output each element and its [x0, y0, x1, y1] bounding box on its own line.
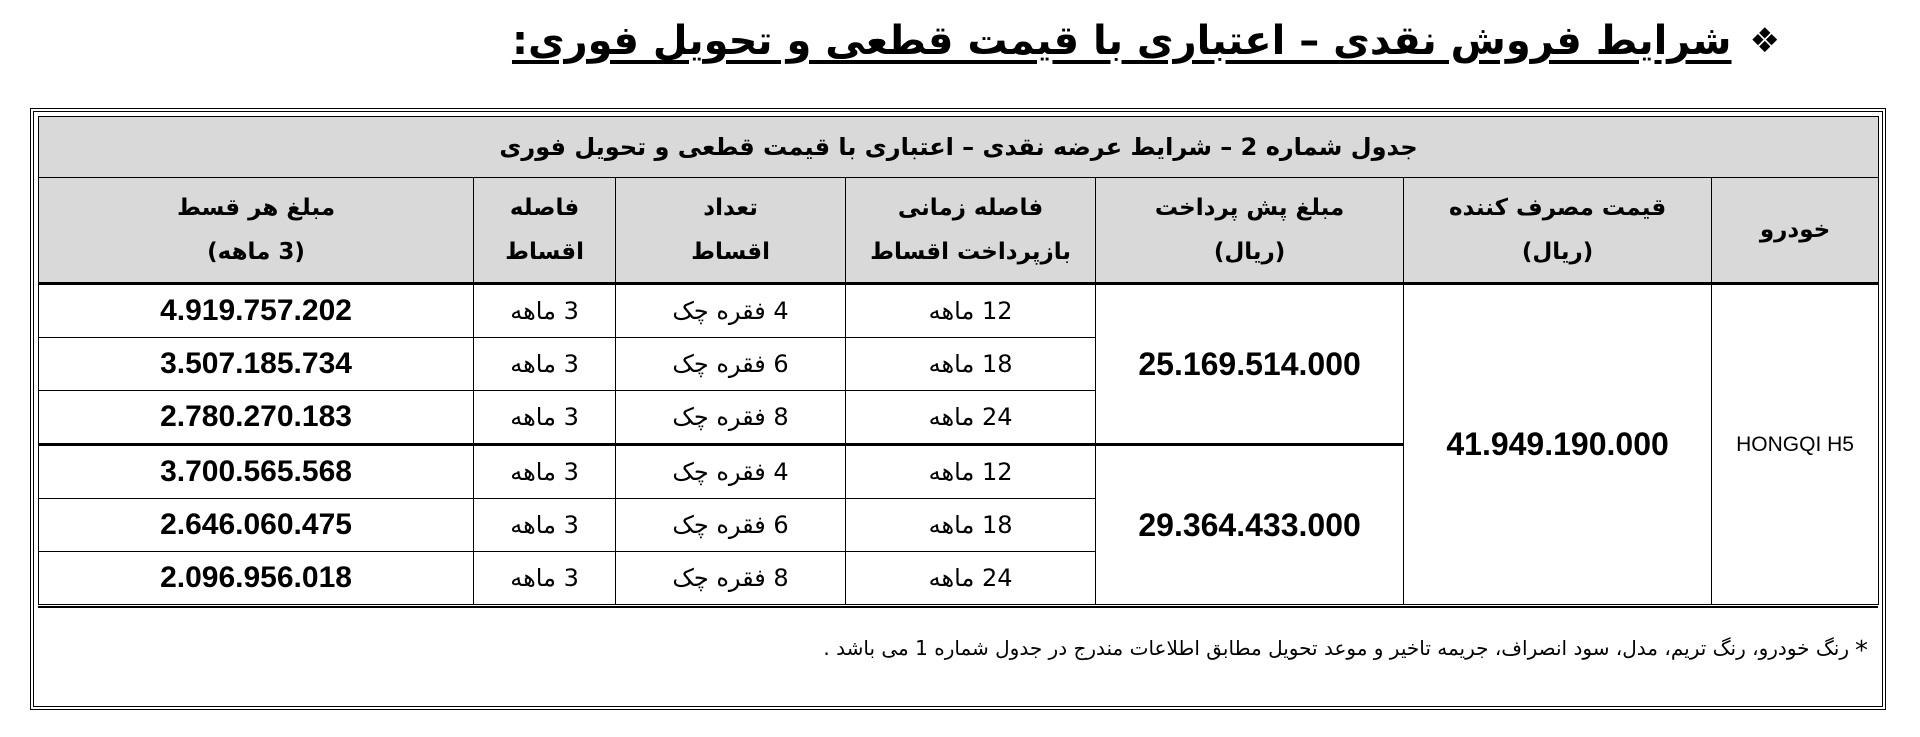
prepayment-group-2: 29.364.433.000 — [1096, 445, 1404, 605]
car-name: HONGQI H5 — [1712, 284, 1879, 605]
period-cell: 12 ماهه — [846, 284, 1096, 338]
footnote-asterisk: * — [1855, 636, 1868, 666]
diamond-bullet-icon: ❖ — [1749, 21, 1780, 61]
count-cell: 6 فقره چک — [616, 338, 846, 391]
header-interval: فاصله اقساط — [474, 178, 616, 284]
period-cell: 24 ماهه — [846, 552, 1096, 605]
count-cell: 6 فقره چک — [616, 499, 846, 552]
page-title: شرایط فروش نقدی – اعتباری با قیمت قطعی و تحویل فوری: — [511, 18, 1732, 64]
header-car: خودرو — [1712, 178, 1879, 284]
period-cell: 18 ماهه — [846, 499, 1096, 552]
header-count: تعداد اقساط — [616, 178, 846, 284]
count-cell: 4 فقره چک — [616, 445, 846, 499]
installment-cell: 2.096.956.018 — [39, 552, 474, 605]
period-cell: 18 ماهه — [846, 338, 1096, 391]
interval-cell: 3 ماهه — [474, 338, 616, 391]
footnote-text: رنگ خودرو، رنگ تریم، مدل، سود انصراف، جریمه تاخیر و موعد تحویل مطابق اطلاعات مندرج در جدول شماره 1 می باشد . — [823, 636, 1849, 660]
count-cell: 8 فقره چک — [616, 552, 846, 605]
consumer-price: 41.949.190.000 — [1404, 284, 1712, 605]
count-cell: 8 فقره چک — [616, 391, 846, 445]
interval-cell: 3 ماهه — [474, 391, 616, 445]
prepayment-group-1: 25.169.514.000 — [1096, 284, 1404, 445]
installment-cell: 3.700.565.568 — [39, 445, 474, 499]
header-period: فاصله زمانی بازپرداخت اقساط — [846, 178, 1096, 284]
installment-cell: 2.646.060.475 — [39, 499, 474, 552]
period-cell: 24 ماهه — [846, 391, 1096, 445]
table-caption: جدول شماره 2 – شرایط عرضه نقدی – اعتباری با قیمت قطعی و تحویل فوری — [39, 117, 1879, 178]
footnote — [38, 606, 1878, 702]
installment-cell: 3.507.185.734 — [39, 338, 474, 391]
installment-cell: 4.919.757.202 — [39, 284, 474, 338]
period-cell: 12 ماهه — [846, 445, 1096, 499]
interval-cell: 3 ماهه — [474, 284, 616, 338]
table-frame — [30, 108, 1886, 710]
sales-conditions-table — [38, 116, 1879, 605]
count-cell: 4 فقره چک — [616, 284, 846, 338]
installment-cell: 2.780.270.183 — [39, 391, 474, 445]
table-row — [39, 284, 1879, 338]
header-consumer-price: قیمت مصرف کننده (ریال) — [1404, 178, 1712, 284]
header-installment: مبلغ هر قسط (3 ماهه) — [39, 178, 474, 284]
interval-cell: 3 ماهه — [474, 445, 616, 499]
interval-cell: 3 ماهه — [474, 552, 616, 605]
interval-cell: 3 ماهه — [474, 499, 616, 552]
page-heading — [512, 18, 1780, 64]
header-prepayment: مبلغ پش پرداخت (ریال) — [1096, 178, 1404, 284]
table-header-row — [39, 178, 1879, 284]
